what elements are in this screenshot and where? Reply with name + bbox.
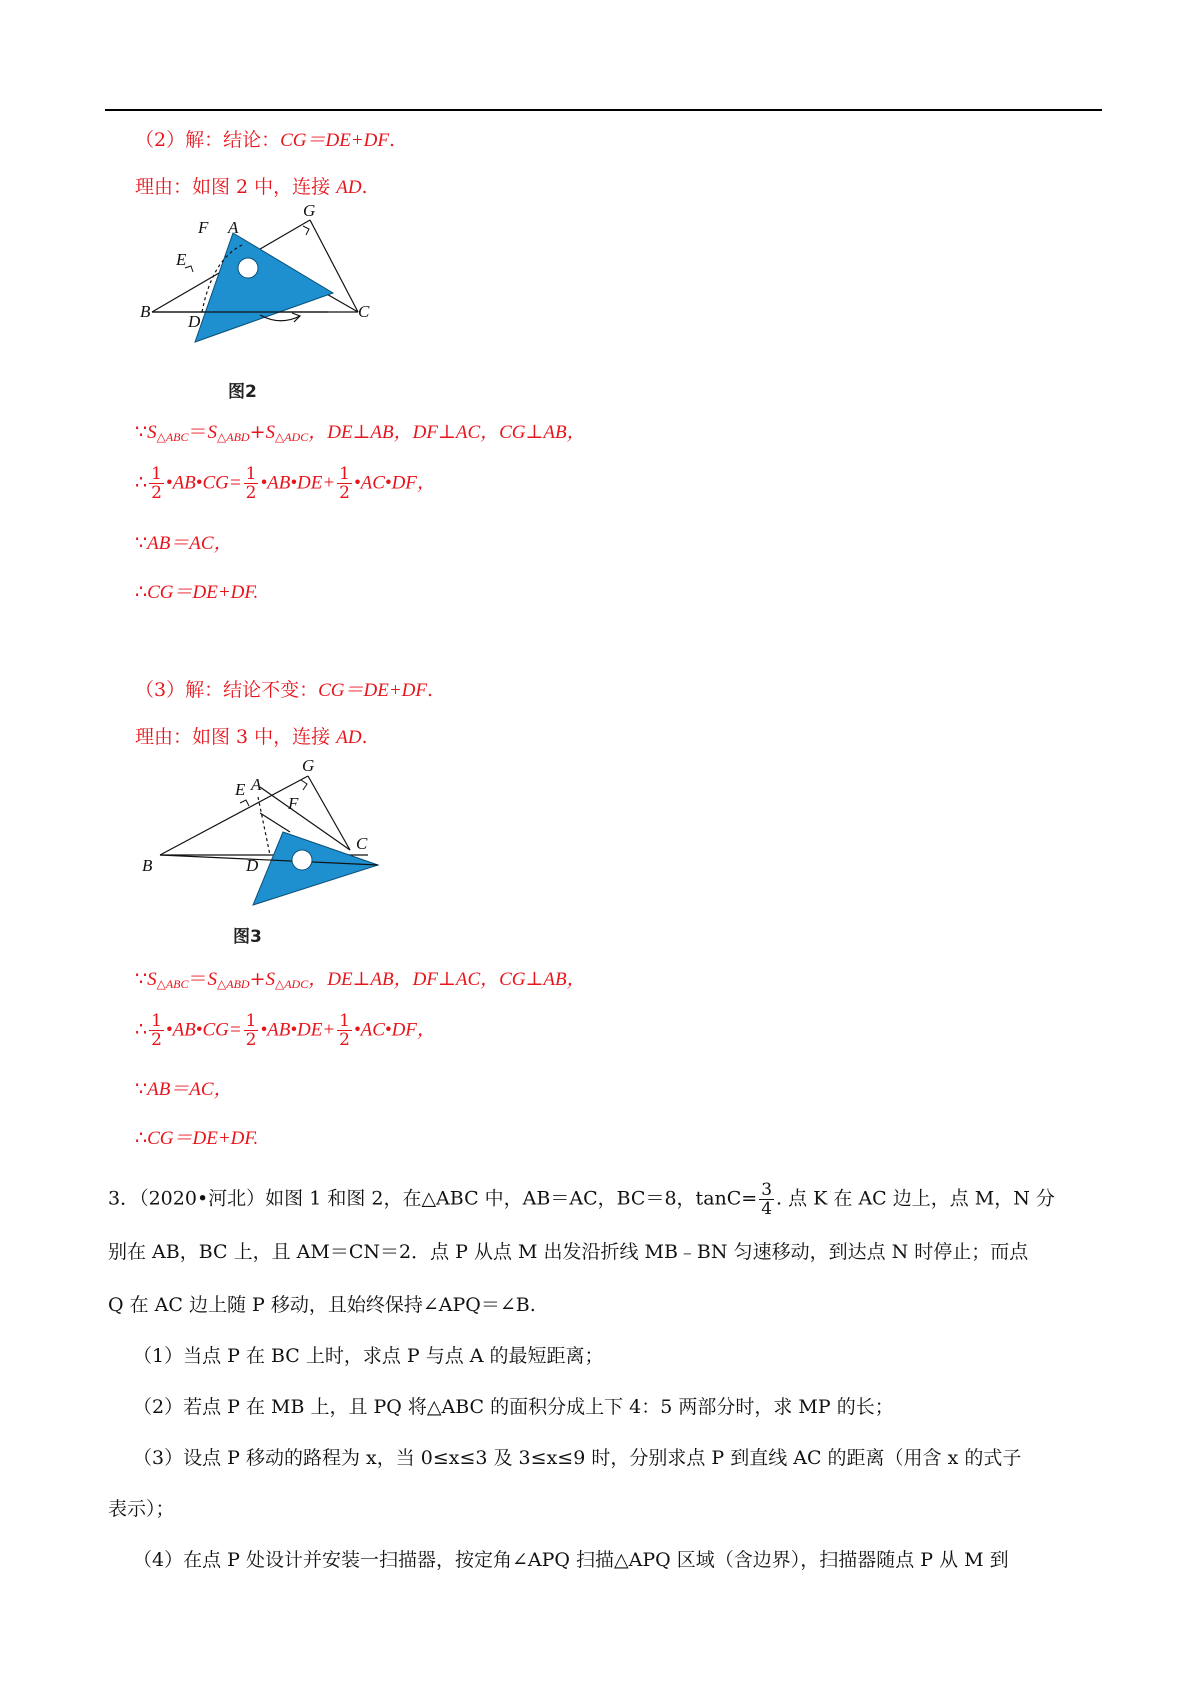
- label-c: C: [358, 302, 370, 321]
- label-d: D: [188, 312, 201, 331]
- part3-heading: （3）解：结论不变：CG＝DE+DF.: [135, 679, 434, 701]
- label-e: E: [235, 780, 246, 799]
- proof3-line3: ∵AB＝AC，: [135, 1078, 233, 1100]
- label-g: G: [303, 205, 316, 220]
- problem3-line3: Q 在 AC 边上随 P 移动，且始终保持∠APQ＝∠B.: [108, 1294, 536, 1316]
- label-b: B: [140, 302, 151, 321]
- label-f: F: [198, 218, 209, 237]
- label-d: D: [246, 856, 259, 875]
- figure-3: [140, 757, 390, 907]
- figure-3-caption: 图3: [233, 927, 262, 947]
- part2-heading: （2）解：结论：CG＝DE+DF.: [135, 129, 396, 151]
- question-2: （2）若点 P 在 MB 上，且 PQ 将△ABC 的面积分成上下 4：5 两部分时，求 MP 的长；: [133, 1396, 894, 1418]
- part2-reason: 理由：如图 2 中，连接 AD.: [135, 176, 368, 198]
- question-3: （3）设点 P 移动的路程为 x，当 0≤x≤3 及 3≤x≤9 时，分别求点 P 到直线 AC 的距离（用含 x 的式子: [133, 1447, 1022, 1469]
- label-a: A: [228, 218, 239, 237]
- label-f: F: [288, 794, 299, 813]
- question-1: （1）当点 P 在 BC 上时，求点 P 与点 A 的最短距离；: [133, 1345, 604, 1367]
- figure-2-caption: 图2: [228, 382, 257, 402]
- problem3-line1: 3．（2020•河北）如图 1 和图 2，在△ABC 中，AB＝AC，BC＝8，tanC= $\frac{3}{4}$ . 点 K 在 AC 边上，点 M，N 分: [108, 1180, 1055, 1219]
- question-4: （4）在点 P 处设计并安装一扫描器，按定角∠APQ 扫描△APQ 区域（含边界），扫描器随点 P 从 M 到: [133, 1549, 1009, 1571]
- label-b: B: [142, 856, 153, 875]
- figure-2: [140, 205, 390, 350]
- label-g: G: [302, 757, 315, 775]
- header-rule: [105, 109, 1102, 111]
- label-e: E: [176, 250, 187, 269]
- question-3-continued: 表示）；: [108, 1498, 175, 1520]
- proof3-line4: ∴CG＝DE+DF.: [135, 1127, 259, 1149]
- label-a: A: [251, 775, 262, 794]
- proof3-line1: $\because S_{\triangle ABC}=S_{\triangle ABD}+S_{\triangle ADC}$，DE⊥AB，DF⊥AC，CG⊥AB，: [135, 968, 586, 991]
- problem3-line2: 别在 AB，BC 上，且 AM＝CN＝2．点 P 从点 M 出发沿折线 MB﹣BN 匀速移动，到达点 N 时停止；而点: [108, 1241, 1029, 1263]
- part3-reason: 理由：如图 3 中，连接 AD.: [135, 726, 368, 748]
- proof2-line2: ∴ $\frac{1}{2}$ •AB•CG= $\frac{1}{2}$ •AB•DE+ $\frac{1}{2}$ •AC•DF，: [135, 464, 436, 503]
- label-c: C: [356, 834, 368, 853]
- proof2-line3: ∵AB＝AC，: [135, 532, 233, 554]
- proof3-line2: ∴ $\frac{1}{2}$ •AB•CG= $\frac{1}{2}$ •AB•DE+ $\frac{1}{2}$ •AC•DF，: [135, 1011, 436, 1050]
- proof2-line4: ∴CG＝DE+DF.: [135, 581, 259, 603]
- proof2-line1: $\because S_{\triangle ABC}=S_{\triangle ABD}+S_{\triangle ADC}$，DE⊥AB，DF⊥AC，CG⊥AB，: [135, 421, 586, 444]
